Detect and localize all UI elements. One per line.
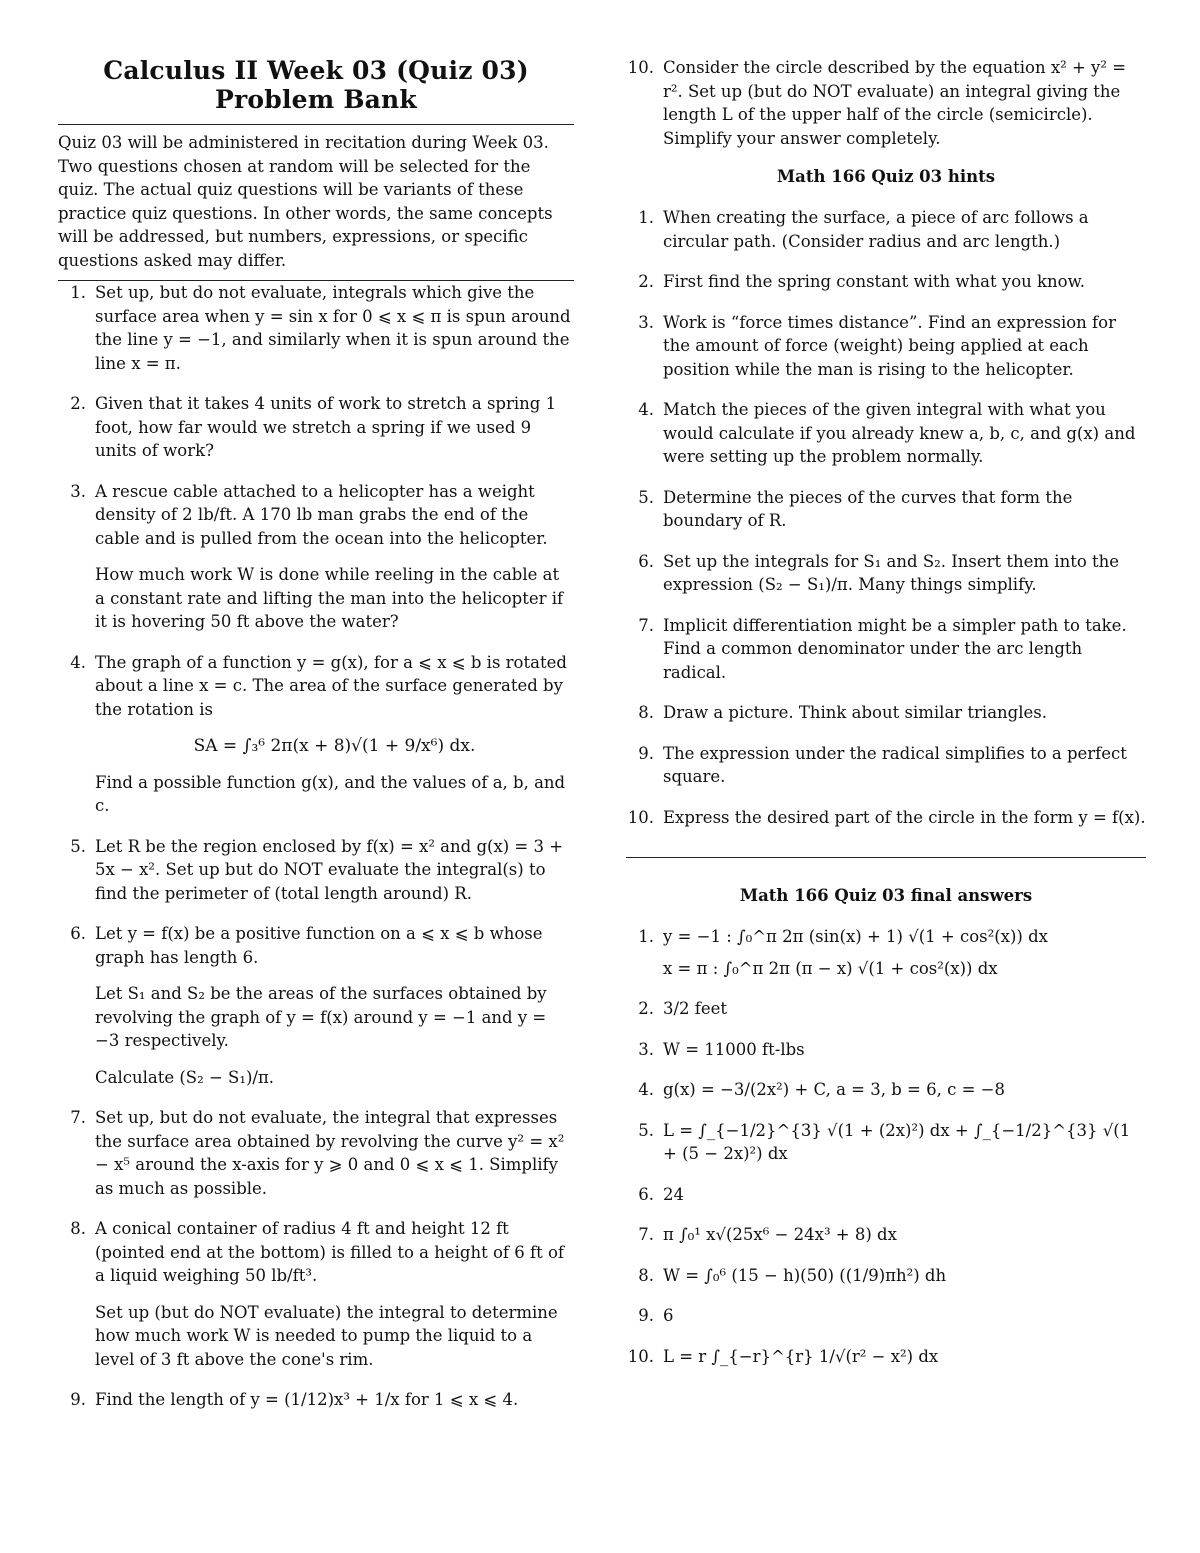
answer-3 [626,1038,1146,1062]
answer-number: 9. [638,1306,654,1325]
hint-number: 1. [638,208,654,227]
answer-10 [626,1345,1146,1369]
problem-text: The graph of a function y = g(x), for a ⩽ x ⩽ b is rotated about a line x = c. The area of the surface generated by the rotation is [95,652,567,719]
hint-9 [626,742,1146,789]
problem-number: 8. [70,1219,86,1238]
intro-paragraph: Quiz 03 will be administered in recitation during Week 03. Two questions chosen at random will be selected for the quiz. The actual quiz questions will be variants of these practice quiz questions. In other words, the same concepts will be addressed, but numbers, expressions, or specific questions asked may differ. [58,131,574,281]
answer-number: 4. [638,1080,654,1099]
hint-number: 6. [638,551,654,571]
answer-number: 10. [627,1346,654,1366]
answer-number: 1. [638,927,654,946]
hint-number: 9. [638,743,654,763]
problem-text: A conical container of radius 4 ft and height 12 ft (pointed end at the bottom) is filled to a height of 6 ft of a liquid weighing 50 lb/ft³. [95,1219,565,1285]
hint-number: 5. [638,487,654,507]
problem-text-continued: Let S₁ and S₂ be the areas of the surfaces obtained by revolving the graph of y = f(x) around y = −1 and y = −3 respectively. [95,984,547,1050]
answer-9 [626,1304,1146,1328]
problem-text-continued: How much work W is done while reeling in the cable at a constant rate and lifting the man into the helicopter if it is hovering 50 ft above the water? [95,565,564,631]
hint-2 [626,270,1146,294]
problem-text: Set up, but do not evaluate, integrals which give the surface area when y = sin x for 0 ⩽ x ⩽ π is spun around the line y = −1, and similarly when it is spun around the line x = π. [95,283,571,373]
problem-6 [58,922,574,1089]
hint-text: When creating the surface, a piece of arc follows a circular path. (Consider radius and arc length.) [663,208,1089,251]
hint-10 [626,806,1146,830]
answer-7 [626,1223,1146,1247]
problem-text-continued: Calculate (S₂ − S₁)/π. [95,1067,275,1087]
problem-text: Given that it takes 4 units of work to stretch a spring 1 foot, how far would we stretch a spring if we used 9 units of work? [95,394,557,460]
problem-3 [58,480,574,634]
answer-1 [626,925,1146,980]
hint-text: Draw a picture. Think about similar triangles. [663,703,1047,722]
answer-8 [626,1264,1146,1288]
problem-text: A rescue cable attached to a helicopter has a weight density of 2 lb/ft. A 170 lb man grabs the end of the cable and is pulled from the ocean into the helicopter. [95,481,548,548]
hint-text: Match the pieces of the given integral with what you would calculate if you already knew a, b, c, and g(x) and were setting up the problem normally. [663,400,1136,466]
answer-5 [626,1119,1146,1166]
section-divider [626,857,1146,858]
hints-list [626,206,1146,829]
problem-text: Consider the circle described by the equation x² + y² = r². Set up (but do NOT evaluate) an integral giving the length L of the upper half of the circle (semicircle). Simplify your answer completely. [663,58,1127,148]
hint-6 [626,550,1146,597]
problem-number: 3. [70,481,86,501]
problem-1 [58,281,574,375]
problem-10 [626,56,1146,150]
answer-number: 5. [638,1120,654,1140]
hint-number: 10. [627,807,654,827]
hint-text: Work is “force times distance”. Find an expression for the amount of force (weight) being applied at each position while the man is rising to the helicopter. [663,312,1116,379]
left-column [58,56,574,1429]
hint-number: 7. [638,615,654,635]
problem-number: 9. [70,1390,86,1409]
problem-number: 5. [70,836,86,856]
answer-6 [626,1183,1146,1207]
problem-2 [58,392,574,463]
problem-list [58,281,574,1412]
answer-number: 8. [638,1265,654,1285]
hint-number: 8. [638,703,654,722]
hint-number: 2. [638,272,654,291]
answers-list [626,925,1146,1368]
answer-text: W = 11000 ft-lbs [663,1039,805,1059]
hint-5 [626,486,1146,533]
problem-text: Set up, but do not evaluate, the integral that expresses the surface area obtained by revolving the curve y² = x² − x⁵ around the x-axis for y ⩾ 0 and 0 ⩽ x ⩽ 1. Simplify as much as possible. [95,1108,565,1198]
hint-text: The expression under the radical simplifies to a perfect square. [663,743,1127,786]
problem-number: 2. [70,394,86,413]
answer-number: 3. [638,1039,654,1059]
hint-number: 4. [638,400,654,419]
answer-text-continued: x = π : ∫₀^π 2π (π − x) √(1 + cos²(x)) dx [663,958,998,978]
problem-text: Find the length of y = (1/12)x³ + 1/x for 1 ⩽ x ⩽ 4. [95,1390,519,1409]
answer-text: 3/2 feet [663,999,728,1018]
problem-list-continued [626,56,1146,150]
hint-text: Implicit differentiation might be a simpler path to take. Find a common denominator under the arc length radical. [663,615,1127,682]
answer-text: π ∫₀¹ x√(25x⁶ − 24x³ + 8) dx [663,1225,897,1244]
problem-4 [58,651,574,818]
answer-number: 2. [638,999,654,1018]
answer-text: 6 [663,1306,674,1325]
hint-text: Set up the integrals for S₁ and S₂. Insert them into the expression (S₂ − S₁)/π. Many things simplify. [663,551,1120,594]
answer-2 [626,997,1146,1021]
answer-text: W = ∫₀⁶ (15 − h)(50) ((1/9)πh²) dh [663,1265,947,1285]
problem-7 [58,1106,574,1200]
hint-8 [626,701,1146,725]
hint-number: 3. [638,312,654,332]
hint-3 [626,311,1146,382]
document-title: Calculus II Week 03 (Quiz 03) Problem Bank [58,56,574,125]
hint-1 [626,206,1146,253]
problem-number: 4. [70,652,86,672]
answer-4 [626,1078,1146,1102]
problem-9 [58,1388,574,1412]
hint-text: Express the desired part of the circle in the form y = f(x). [663,807,1146,827]
answer-text: L = ∫_{−1/2}^{3} √(1 + (2x)²) dx + ∫_{−1/2}^{3} √(1 + (5 − 2x)²) dx [663,1120,1131,1163]
problem-5 [58,835,574,906]
problem-number: 6. [70,924,86,943]
answer-number: 6. [638,1184,654,1204]
hint-text: First find the spring constant with what you know. [663,272,1085,291]
hint-7 [626,614,1146,685]
answer-text: L = r ∫_{−r}^{r} 1/√(r² − x²) dx [663,1346,939,1366]
problem-number: 7. [70,1108,86,1127]
surface-area-formula: SA = ∫₃⁶ 2π(x + 8)√(1 + 9/x⁶) dx. [193,736,476,756]
hint-text: Determine the pieces of the curves that form the boundary of R. [663,487,1073,530]
hints-title: Math 166 Quiz 03 hints [776,167,996,186]
problem-number: 1. [70,283,86,302]
answers-title: Math 166 Quiz 03 final answers [739,886,1033,905]
problem-8 [58,1217,574,1371]
answer-number: 7. [638,1225,654,1244]
answer-text: y = −1 : ∫₀^π 2π (sin(x) + 1) √(1 + cos²(x)) dx [663,927,1048,946]
problem-number: 10. [627,58,654,77]
problem-text: Let y = f(x) be a positive function on a ⩽ x ⩽ b whose graph has length 6. [95,924,543,967]
problem-text: Let R be the region enclosed by f(x) = x² and g(x) = 3 + 5x − x². Set up but do NOT evaluate the integral(s) to find the perimeter of (total length around) R. [95,836,564,903]
problem-text-continued: Set up (but do NOT evaluate) the integral to determine how much work W is needed to pump the liquid to a level of 3 ft above the cone's rim. [95,1302,558,1369]
right-column [626,56,1146,1385]
hint-4 [626,398,1146,469]
answer-text: 24 [663,1184,684,1204]
problem-text-continued: Find a possible function g(x), and the values of a, b, and c. [95,772,566,815]
answer-text: g(x) = −3/(2x²) + C, a = 3, b = 6, c = −8 [663,1080,1005,1099]
